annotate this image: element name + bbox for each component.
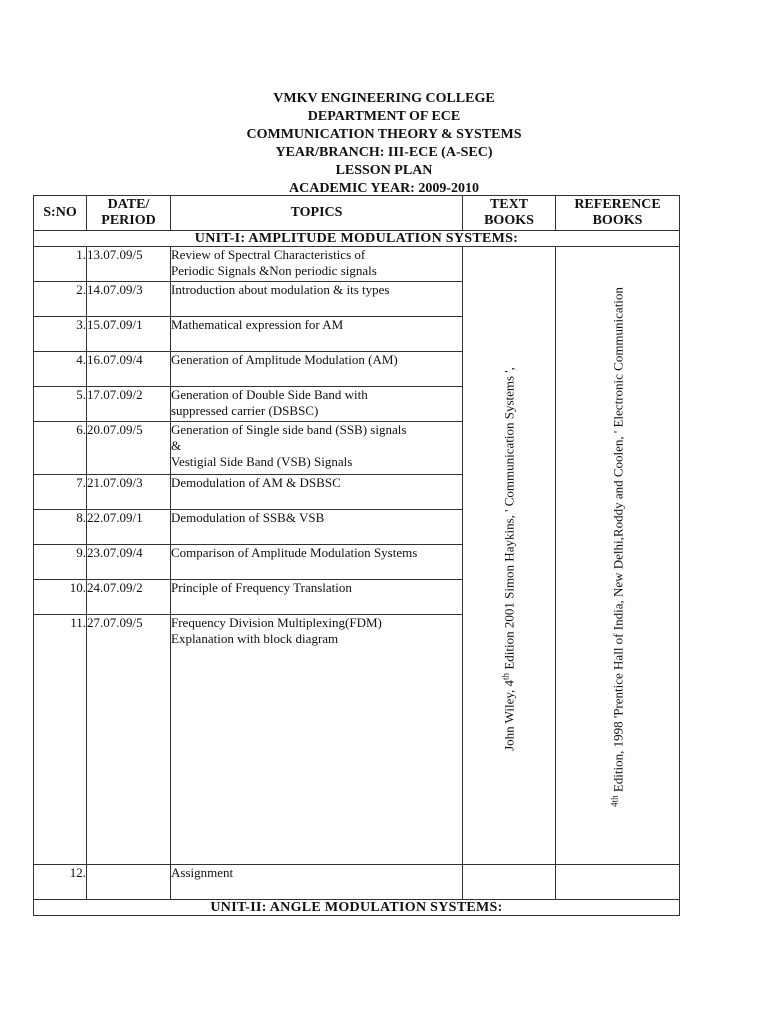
row-date: 24.07.09/2 (87, 580, 171, 615)
row-date (87, 865, 171, 900)
col-header-date: DATE/ PERIOD (87, 196, 171, 231)
row-date: 13.07.09/5 (87, 247, 171, 282)
row-date: 21.07.09/3 (87, 475, 171, 510)
row-topic: Mathematical expression for AM (171, 317, 463, 352)
row-date: 16.07.09/4 (87, 352, 171, 387)
row-sno: 1. (34, 247, 87, 282)
reference-books-cell (556, 247, 680, 865)
row-topic: Assignment (171, 865, 463, 900)
row-topic: Principle of Frequency Translation (171, 580, 463, 615)
row-topic: Review of Spectral Characteristics of Periodic Signals &Non periodic signals (171, 247, 463, 282)
document-header (0, 90, 768, 198)
course-title: COMMUNICATION THEORY & SYSTEMS (246, 127, 522, 142)
row-topic: Demodulation of AM & DSBSC (171, 475, 463, 510)
document-title: LESSON PLAN (335, 163, 433, 178)
row-date: 15.07.09/1 (87, 317, 171, 352)
col-header-reference-books: REFERENCE BOOKS (556, 196, 680, 231)
row-topic: Comparison of Amplitude Modulation Systems (171, 545, 463, 580)
row-sno: 2. (34, 282, 87, 317)
row-topic: Demodulation of SSB& VSB (171, 510, 463, 545)
col-header-topics: TOPICS (171, 196, 463, 231)
empty-cell (463, 865, 556, 900)
table-header-row (34, 196, 680, 231)
academic-year: ACADEMIC YEAR: 2009-2010 (288, 181, 480, 196)
row-sno: 7. (34, 475, 87, 510)
row-sno: 9. (34, 545, 87, 580)
empty-cell (556, 865, 680, 900)
row-topic: Generation of Amplitude Modulation (AM) (171, 352, 463, 387)
reference-book-reference: $^{4th}$ Edition, 1998 'Prentice Hall of India, New Delhi,Roddy and Coolen, ' Electronic Communication (608, 287, 626, 807)
row-sno: 4. (34, 352, 87, 387)
row-sno: 5. (34, 387, 87, 422)
row-date: 14.07.09/3 (87, 282, 171, 317)
row-date: 27.07.09/5 (87, 615, 171, 865)
department-name: DEPARTMENT OF ECE (307, 109, 461, 124)
col-header-sno: S:NO (34, 196, 87, 231)
col-header-text-books: TEXT BOOKS (463, 196, 556, 231)
row-topic: Generation of Double Side Band with suppressed carrier (DSBSC) (171, 387, 463, 422)
row-sno: 8. (34, 510, 87, 545)
row-sno: 11. (34, 615, 87, 865)
row-sno: 10. (34, 580, 87, 615)
row-topic: Frequency Division Multiplexing(FDM) Explanation with block diagram (171, 615, 463, 865)
unit-1-heading: UNIT-I: AMPLITUDE MODULATION SYSTEMS: (34, 231, 680, 247)
row-sno: 12. (34, 865, 87, 900)
table-row (34, 247, 680, 282)
row-date: 17.07.09/2 (87, 387, 171, 422)
row-date: 23.07.09/4 (87, 545, 171, 580)
row-date: 20.07.09/5 (87, 422, 171, 475)
text-book-reference: John Wiley, 4th Edition 2001 Simon Haykins, ' Communication Systems ', (500, 367, 517, 751)
lesson-plan-table (33, 195, 680, 916)
unit-heading-row (34, 900, 680, 916)
unit-2-heading: UNIT-II: ANGLE MODULATION SYSTEMS: (34, 900, 680, 916)
text-books-cell (463, 247, 556, 865)
row-topic: Generation of Single side band (SSB) signals & Vestigial Side Band (VSB) Signals (171, 422, 463, 475)
row-sno: 6. (34, 422, 87, 475)
row-topic: Introduction about modulation & its types (171, 282, 463, 317)
table-row (34, 865, 680, 900)
unit-heading-row (34, 231, 680, 247)
row-date: 22.07.09/1 (87, 510, 171, 545)
row-sno: 3. (34, 317, 87, 352)
college-name: VMKV ENGINEERING COLLEGE (273, 91, 495, 106)
year-branch: YEAR/BRANCH: III-ECE (A-SEC) (275, 145, 493, 160)
